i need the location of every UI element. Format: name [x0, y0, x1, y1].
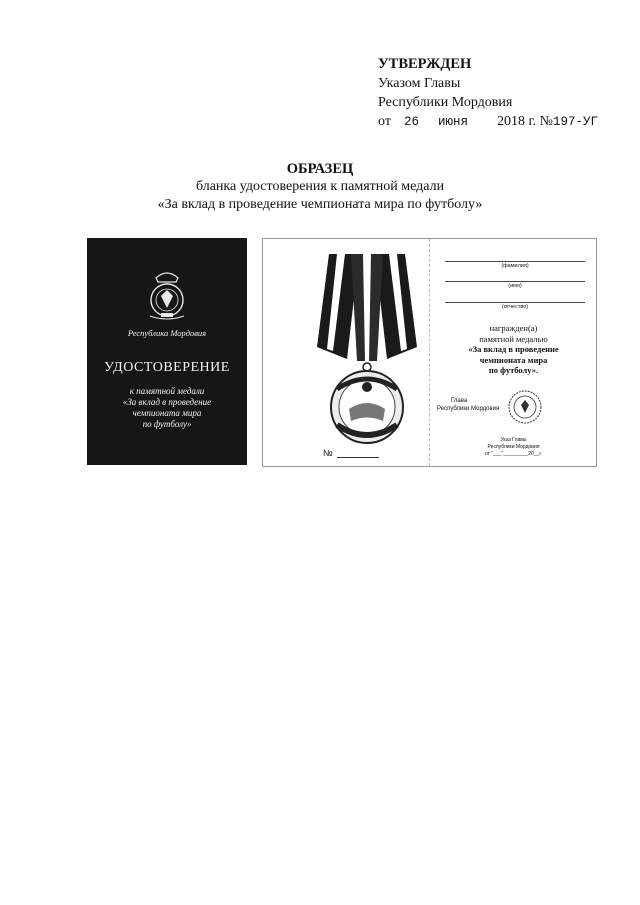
- decree-number: 197-УГ: [553, 115, 599, 129]
- decree-line-2: Республики Мордовия: [487, 444, 540, 450]
- approval-line-2: Республики Мордовия: [378, 95, 513, 110]
- patronymic-line: [445, 302, 585, 303]
- cover-republic-label: Республика Мордовия: [127, 328, 207, 338]
- cover-subtitle: [87, 386, 247, 430]
- cover-sub-4: по футболу»: [142, 419, 192, 429]
- head-line-1: Глава: [451, 398, 468, 404]
- seal-icon: [507, 389, 543, 425]
- title-line-3: «За вклад в проведение чемпионата мира по футболу»: [157, 197, 483, 212]
- certificate-spread: [262, 238, 597, 467]
- title-line-2: бланка удостоверения к памятной медали: [195, 179, 445, 194]
- document-title: [0, 160, 640, 214]
- award-line-3: «За вклад в проведение: [468, 344, 559, 354]
- fold-line: [429, 239, 430, 466]
- patronymic-caption: (отчество): [501, 304, 529, 310]
- medal-icon: [307, 249, 427, 444]
- award-line-2: памятной медалью: [479, 333, 548, 344]
- approval-line-1: Указом Главы: [378, 76, 461, 91]
- certificate-number: [323, 448, 379, 458]
- award-text: [431, 323, 596, 376]
- approval-block: [378, 55, 598, 132]
- award-line-4: чемпионата мира: [479, 354, 548, 365]
- award-details: [431, 239, 596, 466]
- date-prefix: от: [378, 114, 391, 129]
- number-label: №: [323, 448, 333, 458]
- surname-caption: (фамилия): [501, 263, 529, 269]
- head-line-2: Республики Мордовия: [437, 406, 500, 412]
- title-line-1: ОБРАЗЕЦ: [286, 161, 354, 177]
- head-signature-label: [437, 397, 499, 413]
- surname-line: [445, 261, 585, 262]
- name-line: [445, 281, 585, 282]
- name-caption: (имя): [508, 283, 522, 289]
- certificate-cover: [87, 238, 247, 465]
- approval-date-row: [378, 112, 598, 132]
- decree-line-1: Указ Главы: [500, 437, 527, 443]
- award-line-1: награжден(а): [489, 323, 538, 333]
- date-month: июня: [437, 115, 468, 129]
- approval-heading: УТВЕРЖДЕН: [378, 56, 472, 72]
- award-line-5: по футболу».: [488, 365, 539, 375]
- number-line: [337, 457, 379, 458]
- cover-sub-1: к памятной медали: [129, 386, 205, 396]
- cover-document-title: УДОСТОВЕРЕНИЕ: [104, 360, 230, 375]
- date-year: 2018 г. №: [496, 114, 553, 129]
- decree-reference: [431, 437, 596, 458]
- coat-of-arms-icon: [142, 268, 192, 323]
- cover-sub-2: «За вклад в проведение: [122, 397, 212, 407]
- date-day: 26: [403, 115, 419, 129]
- cover-sub-3: чемпионата мира: [132, 408, 202, 418]
- decree-line-3: от "___"_________20__г.: [485, 451, 542, 457]
